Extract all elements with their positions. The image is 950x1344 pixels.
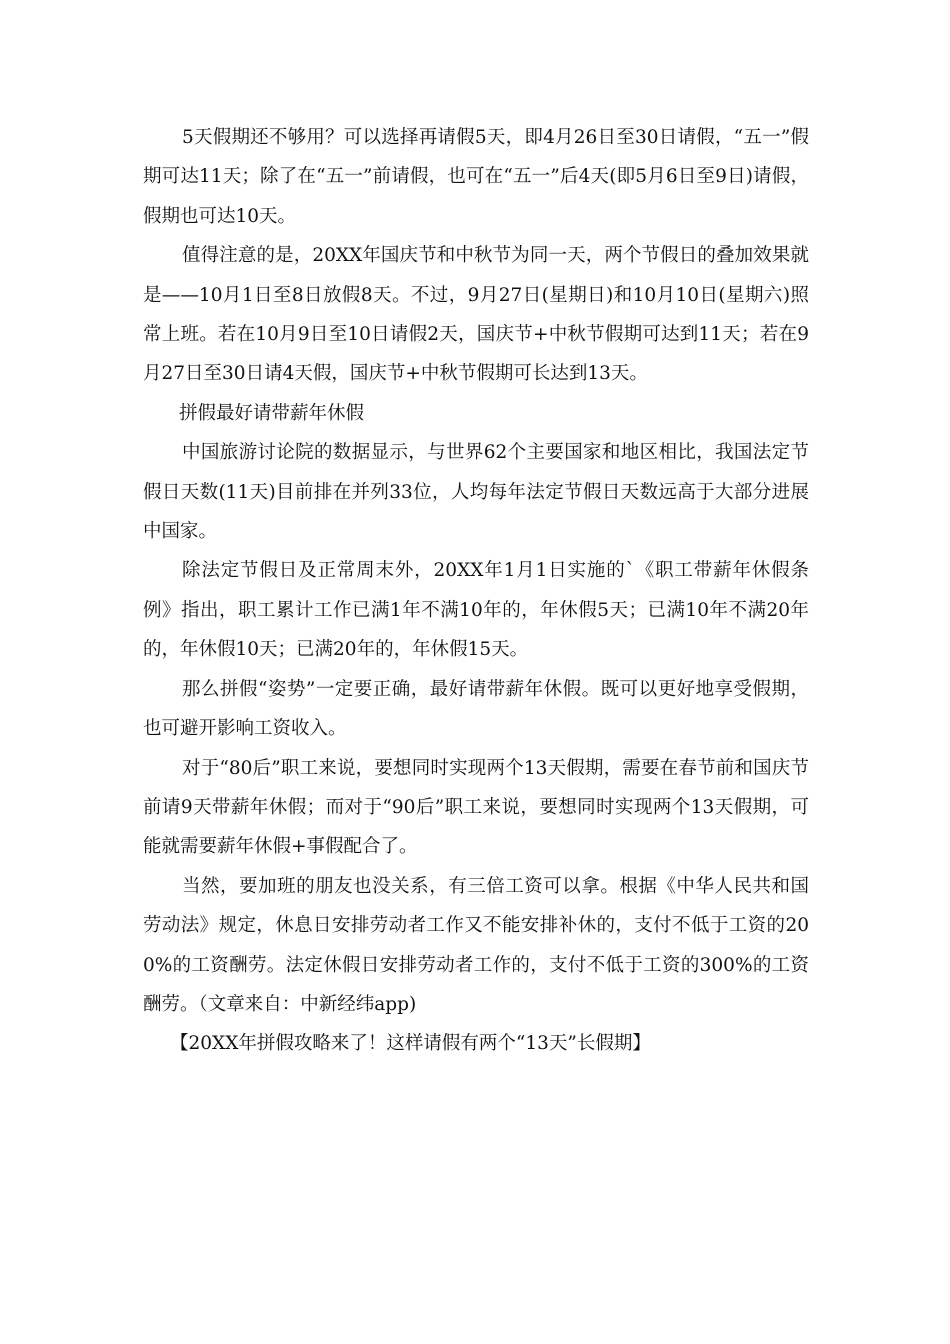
paragraph-leave-advice: 那么拼假“姿势”一定要正确，最好请带薪年休假。既可以更好地享受假期，也可避开影响工资收入。 xyxy=(143,678,809,740)
paragraph-overtime-pay: 当然，要加班的朋友也没关系，有三倍工资可以拿。根据《中华人民共和国劳动法》规定，休息日安排劳动者工作又不能安排补休的，支付不低于工资的200%的工资酬劳。法定休假日安排劳动者工作的，支付不低于工资的300%的工资酬劳。（文章来自：中新经纬app) xyxy=(143,875,809,1015)
paragraph-may-day-leave: 5天假期还不够用？可以选择再请假5天，即4月26日至30日请假，“五一”假期可达11天；除了在“五一”前请假，也可在“五一”后4天(即5月6日至9日)请假，假期也可达10天。 xyxy=(143,127,809,227)
paragraph-tourism-data: 中国旅游讨论院的数据显示，与世界62个主要国家和地区相比，我国法定节假日天数(11天)目前排在并列33位，人均每年法定节假日天数远高于大部分进展中国家。 xyxy=(143,442,809,543)
section-heading-paid-leave: 拼假最好请带薪年休假 xyxy=(179,402,365,424)
document-body xyxy=(143,118,809,1064)
paragraph-leave-regulation: 除法定节假日及正常周末外，20XX年1月1日实施的`《职工带薪年休假条例》指出，职工累计工作已满1年不满10年的，年休假5天；已满10年不满20年的，年休假10天；已满20年的，年休假15天。 xyxy=(143,560,809,661)
paragraph-generations: 对于“80后”职工来说，要想同时实现两个13天假期，需要在春节前和国庆节前请9天带薪年休假；而对于“90后”职工来说，要想同时实现两个13天假期，可能就需要薪年休假+事假配合了。 xyxy=(143,757,809,858)
paragraph-national-day-leave: 值得注意的是，20XX年国庆节和中秋节为同一天，两个节假日的叠加效果就是——10月1日至8日放假8天。不过，9月27日(星期日)和10月10日(星期六)照常上班。若在10月9日至10日请假2天，国庆节+中秋节假期可达到11天；若在9月27日至30日请4天假，国庆节+中秋节假期可长达到13天。 xyxy=(143,245,809,385)
article-title-footer: 【20XX年拼假攻略来了！这样请假有两个“13天”长假期】 xyxy=(170,1033,651,1055)
